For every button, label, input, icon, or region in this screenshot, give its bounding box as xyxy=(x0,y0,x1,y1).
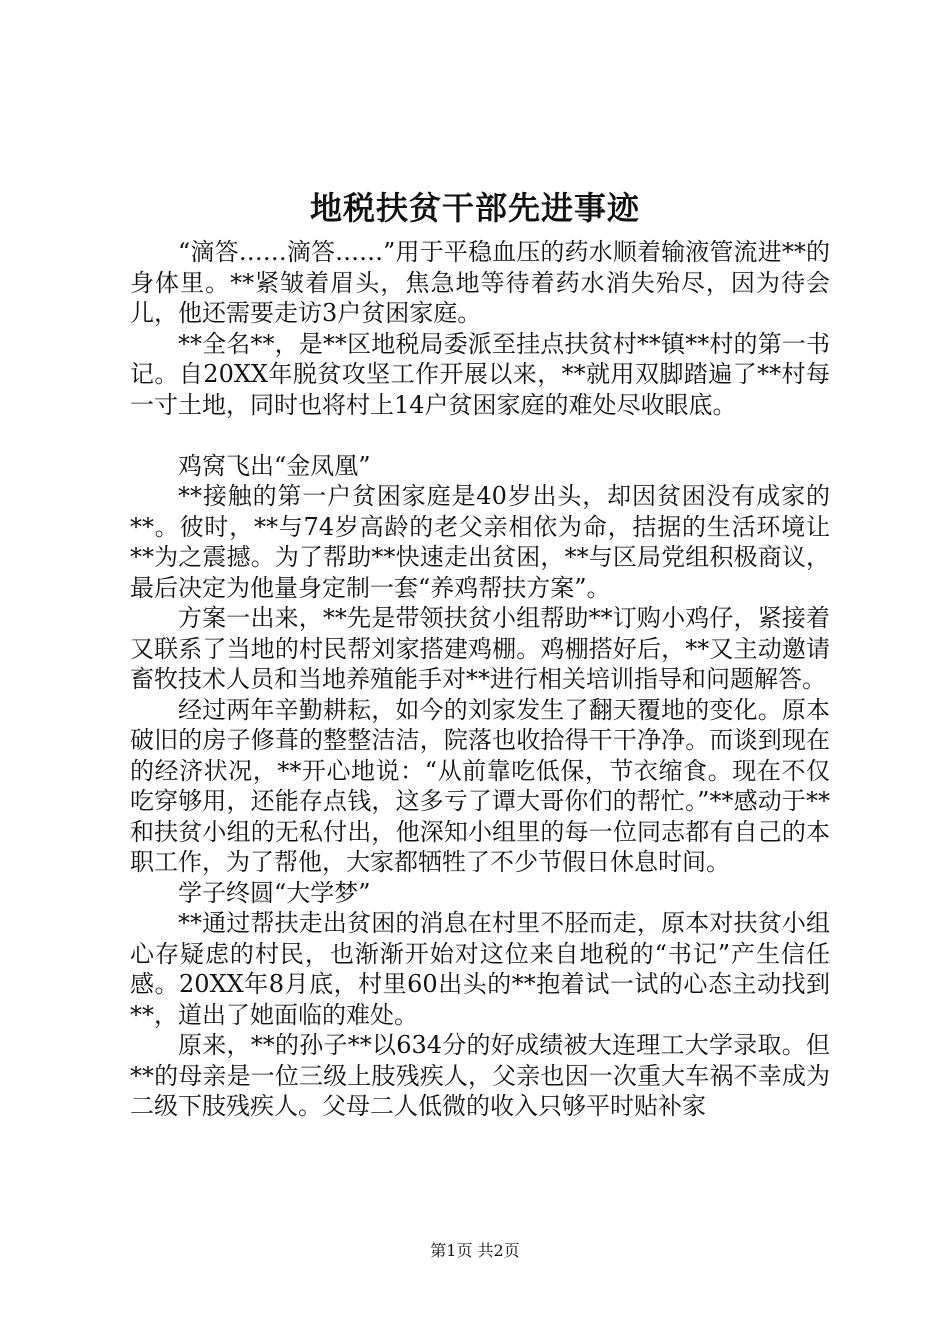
paragraph-7: 原来，**的孙子**以634分的好成绩被大连理工大学录取。但**的母亲是一位三级上肢残疾人，父亲也因一次重大车祸不幸成为二级下肢残疾人。父母二人低微的收入只够平时贴补家 xyxy=(130,1031,830,1120)
paragraph-3: **接触的第一户贫困家庭是40岁出头，却因贫困没有成家的**。彼时，**与74岁高龄的老父亲相依为命，拮据的生活环境让**为之震撼。为了帮助**快速走出贫困，**与区局党组积极商议，最后决定为他量身定制一套“养鸡帮扶方案”。 xyxy=(130,482,830,602)
paragraph-4: 方案一出来，**先是带领扶贫小组帮助**订购小鸡仔，紧接着又联系了当地的村民帮刘家搭建鸡棚。鸡棚搭好后，**又主动邀请畜牧技术人员和当地养殖能手对**进行相关培训指导和问题解答。 xyxy=(130,604,830,693)
page-footer: 第1页 共2页 xyxy=(430,1241,520,1260)
section-heading-1: 鸡窝飞出“金凤凰” xyxy=(178,451,371,480)
section-heading-2: 学子终圆“大学梦” xyxy=(178,878,371,907)
paragraph-2: **全名**，是**区地税局委派至挂点扶贫村**镇**村的第一书记。自20XX年脱贫攻坚工作开展以来，**就用双脚踏遍了**村每一寸土地，同时也将村上14户贫困家庭的难处尽收眼底。 xyxy=(130,329,830,419)
document-body xyxy=(130,237,830,1122)
paragraph-spacer xyxy=(130,420,830,451)
document-title: 地税扶贫干部先进事迹 xyxy=(309,189,640,227)
paragraph-6: **通过帮扶走出贫困的消息在村里不胫而走，原本对扶贫小组心存疑虑的村民，也渐渐开始对这位来自地税的“书记”产生信任感。20XX年8月底，村里60出头的**抱着试一试的心态主动找到**，道出了她面临的难处。 xyxy=(130,909,830,1029)
paragraph-1: “滴答……滴答……”用于平稳血压的药水顺着输液管流进**的身体里。**紧皱着眉头，焦急地等待着药水消失殆尽，因为待会儿，他还需要走访3户贫困家庭。 xyxy=(130,238,830,327)
paragraph-5: 经过两年辛勤耕耘，如今的刘家发生了翻天覆地的变化。原本破旧的房子修葺的整整洁洁，院落也收拾得干干净净。而谈到现在的经济状况，**开心地说：“从前靠吃低保，节衣缩食。现在不仅吃穿够用，还能存点钱，这多亏了谭大哥你们的帮忙。”**感动于**和扶贫小组的无私付出，他深知小组里的每一位同志都有自己的本职工作，为了帮他，大家都牺牲了不少节假日休息时间。 xyxy=(130,695,830,876)
